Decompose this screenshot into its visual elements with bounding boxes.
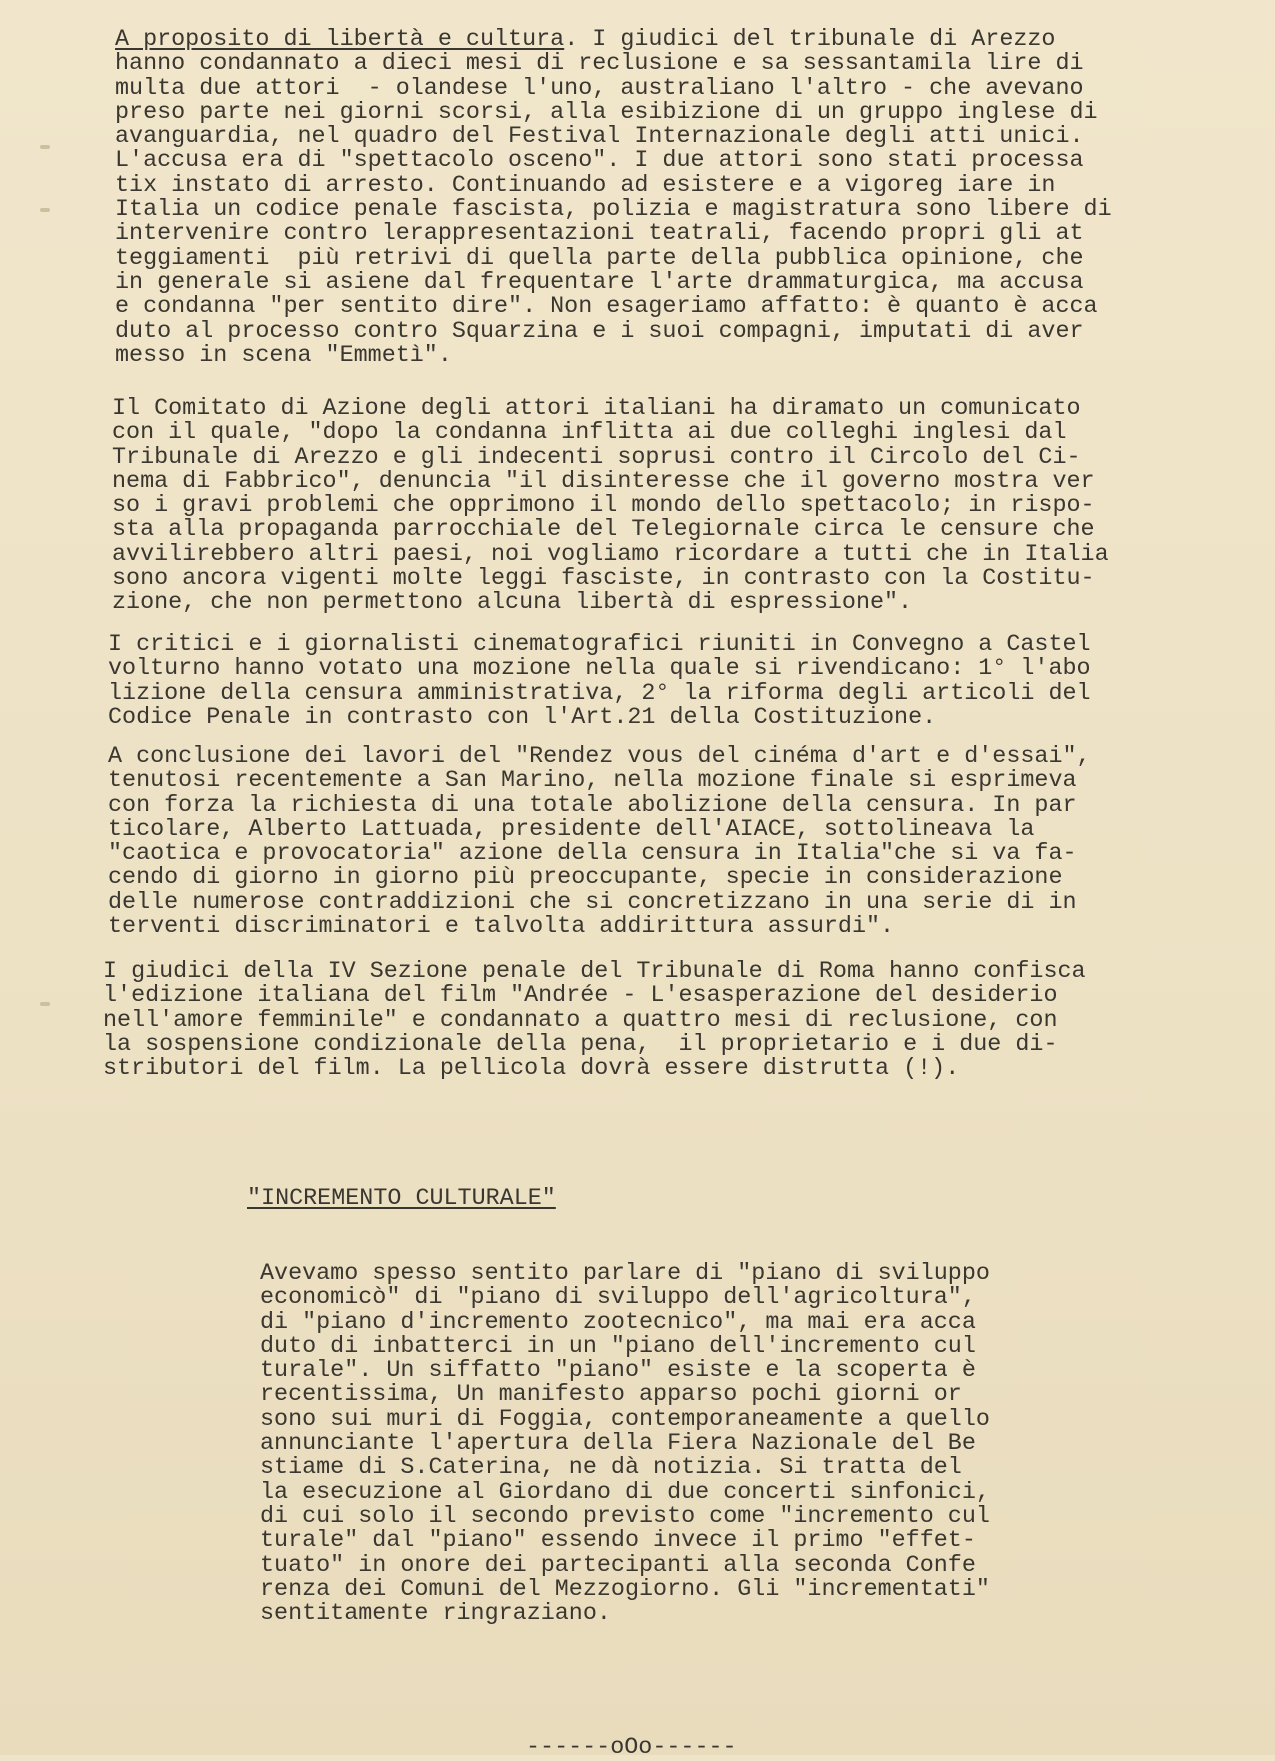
text-line: avvilirebbero altri paesi, noi vogliamo ricordare a tutti che in Italia	[112, 541, 1109, 568]
text-line: la sospensione condizionale della pena, il proprietario e i due di-	[103, 1031, 1058, 1058]
text-line: preso parte nei giorni scorsi, alla esibizione di un gruppo inglese di	[115, 99, 1098, 126]
text-line: Codice Penale in contrasto con l'Art.21 della Costituzione.	[108, 704, 937, 731]
text-line: ticolare, Alberto Lattuada, presidente dell'AIACE, sottolineava la	[108, 816, 1035, 843]
text-line: tuato" in onore dei partecipanti alla seconda Confe	[260, 1552, 976, 1579]
text-line: Avevamo spesso sentito parlare di "piano di sviluppo	[260, 1261, 990, 1287]
text-line: teggiamenti più retrivi di quella parte della pubblica opinione, che	[115, 245, 1084, 272]
text-line: l'edizione italiana del film "Andrée - L'esasperazione del desiderio	[103, 983, 1058, 1010]
text-line: recentissima, Un manifesto apparso pochi giorni or	[260, 1382, 962, 1409]
section-body	[260, 1262, 990, 1626]
text-line: terventi discriminatori e talvolta addirittura assurdi".	[108, 914, 895, 941]
section-heading: "INCREMENTO CULTURALE"	[247, 1186, 556, 1212]
text-line: multa due attori - olandese l'uno, australiano l'altro - che avevano	[115, 75, 1084, 102]
text-line: A conclusione dei lavori del "Rendez vous del cinéma d'art e d'essai",	[108, 744, 1091, 770]
text-line: nema di Fabbrico", denuncia "il disinteresse che il governo mostra ver	[112, 468, 1095, 495]
text-line: di cui solo il secondo previsto come "incremento cul	[260, 1503, 990, 1530]
text-line: messo in scena "Emmetì".	[115, 342, 452, 369]
text-line: delle numerose contraddizioni che si concretizzano in una serie di in	[108, 889, 1077, 916]
text-line: turale". Un siffatto "piano" esiste e la scoperta è	[260, 1358, 976, 1385]
text-line: economicò" di "piano di sviluppo dell'agricoltura",	[260, 1285, 976, 1312]
text-line: tenutosi recentemente a San Marino, nella mozione finale si esprimeva	[108, 768, 1077, 795]
text-line: L'accusa era di "spettacolo osceno". I due attori sono stati processa	[115, 148, 1084, 175]
text-line: zione, che non permettono alcuna libertà di espressione".	[112, 590, 913, 617]
text-line: "caotica e provocatoria" azione della censura in Italia"che si va fa-	[108, 841, 1077, 868]
text-line: in generale si asiene dal frequentare l'arte drammaturgica, ma accusa	[115, 269, 1084, 296]
paragraph-tribunale-roma	[103, 960, 1086, 1081]
footer-separator: ------oOo------	[526, 1735, 737, 1761]
text-line: sta alla propaganda parrocchiale del Telegiornale circa le censure che	[112, 517, 1095, 544]
text-line: A proposito di libertà e cultura. I giudici del tribunale di Arezzo	[115, 27, 1056, 53]
text-line: Il Comitato di Azione degli attori italiani ha diramato un comunicato	[112, 396, 1081, 422]
paragraph-critici-giornalisti	[108, 633, 1091, 730]
text-line: con forza la richiesta di una totale abolizione della censura. In par	[108, 792, 1077, 819]
paragraph-comitato-attori	[112, 397, 1109, 616]
text-line: avanguardia, nel quadro del Festival Internazionale degli atti unici.	[115, 124, 1084, 151]
text-line: con il quale, "dopo la condanna inflitta ai due colleghi inglesi dal	[112, 420, 1067, 447]
text-line: sentitamente ringraziano.	[260, 1601, 611, 1628]
text-line: Tribunale di Arezzo e gli indecenti soprusi contro il Circolo del Ci-	[112, 444, 1081, 471]
text-line: intervenire contro lerappresentazioni teatrali, facendo propri gli at	[115, 221, 1084, 248]
text-line: so i gravi problemi che opprimono il mondo dello spettacolo; in rispo-	[112, 493, 1095, 520]
text-line: tix instato di arresto. Continuando ad esistere e a vigoreg iare in	[115, 172, 1056, 199]
text-line: stributori del film. La pellicola dovrà essere distrutta (!).	[103, 1056, 960, 1083]
text-line: cendo di giorno in giorno più preoccupante, specie in considerazione	[108, 865, 1063, 892]
text-line: hanno condannato a dieci mesi di reclusione e sa sessantamila lire di	[115, 51, 1084, 78]
text-line: volturno hanno votato una mozione nella quale si rivendicano: 1° l'abo	[108, 656, 1091, 683]
text-line: sono sui muri di Foggia, contemporaneamente a quello	[260, 1406, 990, 1433]
text-line: renza dei Comuni del Mezzogiorno. Gli "incrementati"	[260, 1576, 990, 1603]
paragraph-rendez-vous	[108, 745, 1091, 939]
paragraph-liberta-cultura	[115, 28, 1112, 368]
text-line: stiame di S.Caterina, ne dà notizia. Si tratta del	[260, 1455, 962, 1482]
text-line: duto di inbatterci in un "piano dell'incremento cul	[260, 1333, 976, 1360]
text-line: I critici e i giornalisti cinematografici riuniti in Convegno a Castel	[108, 632, 1091, 658]
text-line: duto al processo contro Squarzina e i suoi compagni, imputati di aver	[115, 318, 1084, 345]
text-line: di "piano d'incremento zootecnico", ma mai era acca	[260, 1309, 976, 1336]
article-title: A proposito di libertà e cultura	[115, 27, 565, 53]
text-line: Italia un codice penale fascista, polizia e magistratura sono libere di	[115, 197, 1112, 224]
text-line: lizione della censura amministrativa, 2° la riforma degli articoli del	[108, 680, 1091, 707]
text-line: sono ancora vigenti molte leggi fasciste, in contrasto con la Costitu-	[112, 566, 1095, 593]
text-line: la esecuzione al Giordano di due concerti sinfonici,	[260, 1479, 990, 1506]
text-line: I giudici della IV Sezione penale del Tribunale di Roma hanno confisca	[103, 959, 1086, 985]
text-line: nell'amore femminile" e condannato a quattro mesi di reclusione, con	[103, 1007, 1058, 1034]
text-line: turale" dal "piano" essendo invece il primo "effet-	[260, 1528, 976, 1555]
text-line: e condanna "per sentito dire". Non esageriamo affatto: è quanto è acca	[115, 294, 1098, 321]
text-line: annunciante l'apertura della Fiera Nazionale del Be	[260, 1431, 976, 1458]
